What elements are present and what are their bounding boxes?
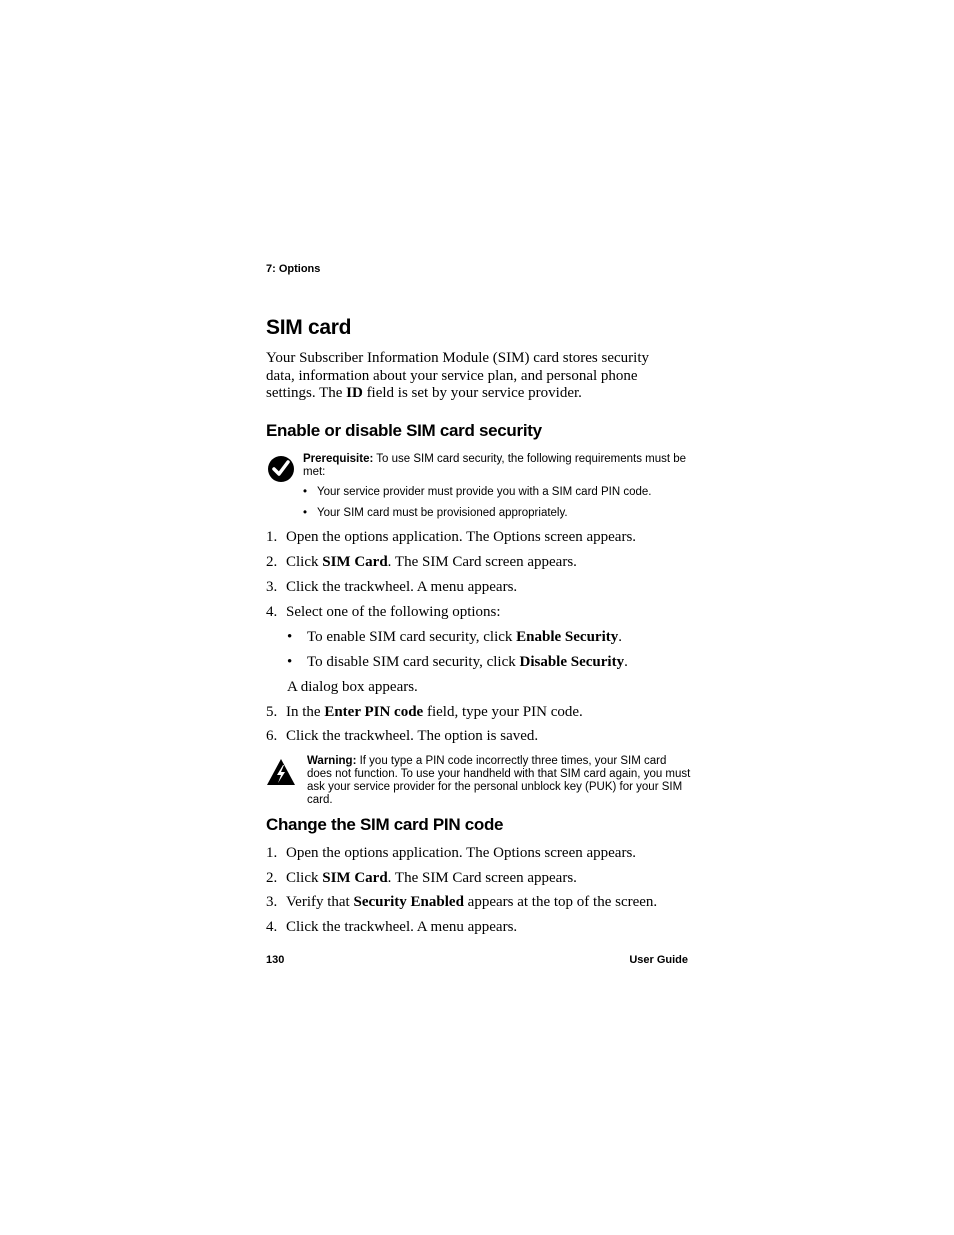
warning-text — [307, 755, 691, 807]
prerequisite-text — [303, 453, 691, 479]
step-item: 5. In the Enter PIN code field, type your PIN code. — [266, 704, 583, 720]
running-head: 7: Options — [266, 263, 321, 275]
list-item: • Your SIM card must be provisioned appropriately. — [303, 507, 568, 519]
step-item: 4. Select one of the following options: — [266, 604, 501, 620]
prerequisite-body: To use SIM card security, the following requirements must be met: — [303, 453, 687, 478]
page-number: 130 — [266, 954, 285, 966]
prerequisite-label: Prerequisite: — [303, 453, 374, 465]
option-item-enable: • To enable SIM card security, click Enable Security. — [287, 629, 622, 645]
prerequisite-note — [266, 453, 690, 523]
enable-section-heading: Enable or disable SIM card security — [266, 421, 542, 440]
dialog-note: A dialog box appears. — [287, 679, 418, 695]
warning-note — [266, 755, 691, 806]
page-title: SIM card — [266, 316, 352, 339]
list-item: • Your service provider must provide you with a SIM card PIN code. — [303, 486, 652, 498]
step-item: 3. Verify that Security Enabled appears at the top of the screen. — [266, 894, 658, 910]
warning-label: Warning: — [307, 755, 357, 767]
warning-body: If you type a PIN code incorrectly three times, your SIM card does not function. To use your handheld with that SIM card again, you must ask your service provider for the personal unblock key (PUK) for your SIM card. — [307, 755, 691, 806]
step-item: 4. Click the trackwheel. A menu appears. — [266, 919, 518, 935]
change-section-heading: Change the SIM card PIN code — [266, 815, 504, 834]
warning-icon — [266, 757, 296, 787]
step-item: 6. Click the trackwheel. The option is saved. — [266, 728, 539, 744]
intro-paragraph — [266, 350, 676, 403]
checkmark-icon — [266, 453, 296, 483]
intro-text-1: Your Subscriber Information Module (SIM) card stores security data, information about your service plan, and personal phone settings. The — [266, 350, 649, 401]
footer-doc-title: User Guide — [629, 954, 688, 966]
step-item: 2. Click SIM Card. The SIM Card screen appears. — [266, 870, 577, 886]
option-item-disable: • To disable SIM card security, click Disable Security. — [287, 654, 628, 670]
step-item: 2. Click SIM Card. The SIM Card screen appears. — [266, 554, 577, 570]
intro-text-2: field is set by your service provider. — [362, 385, 582, 401]
step-item: 3. Click the trackwheel. A menu appears. — [266, 579, 518, 595]
step-item: 1. Open the options application. The Options screen appears. — [266, 845, 637, 861]
intro-bold: ID — [346, 385, 363, 401]
step-item: 1. Open the options application. The Options screen appears. — [266, 529, 637, 545]
